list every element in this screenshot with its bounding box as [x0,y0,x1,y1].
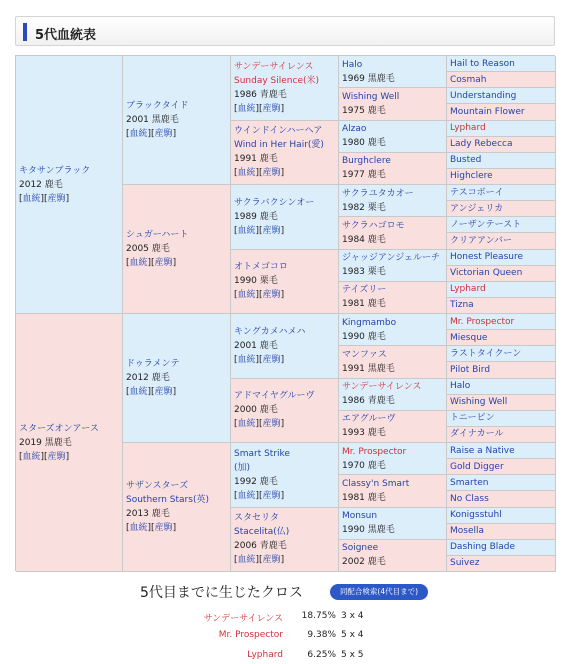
horse-name-link[interactable]: Cosmah [450,74,487,85]
link-bracket-sep: ][ [255,290,263,301]
horse-name-link[interactable]: サンデーサイレンス [342,382,422,393]
link-bracket-close: ] [280,103,285,114]
horse-cell-gen4 [339,56,447,88]
cross-generations: 3 x 4 [341,611,364,621]
link-bracket-sep: ][ [255,103,263,114]
horse-name-link[interactable]: Victorian Queen [450,268,523,279]
horse-cell-gen2 [123,56,231,185]
horse-birth-color: 2005 鹿毛 [126,244,170,254]
pedigree-link[interactable]: 血統 [237,490,256,501]
link-bracket-close: ] [280,290,285,301]
link-bracket-close: ] [280,419,285,430]
horse-name-link[interactable]: スターズオンアース [19,423,99,434]
link-bracket-open: [ [19,193,23,204]
link-bracket-close: ] [280,168,285,179]
horse-cell-gen5 [447,153,556,169]
horse-birth-color: 2002 鹿毛 [342,557,386,568]
pedigree-link[interactable]: 血統 [237,225,256,236]
pedigree-link[interactable]: 血統 [237,419,256,430]
pedigree-link[interactable]: 血統 [129,129,148,139]
horse-birth-color: 1981 鹿毛 [342,299,386,310]
link-bracket-open: [ [234,103,238,114]
horse-cell-gen5 [447,395,556,411]
horse-name-foreign[interactable]: Sunday Silence(米) [234,75,319,86]
horse-cell-gen4 [339,540,447,572]
link-bracket-close: ] [172,523,177,533]
pedigree-links [234,102,335,116]
horse-cell-gen5 [447,250,556,266]
pedigree-links [234,166,335,180]
horse-cell-gen4 [339,121,447,153]
horse-cell-gen5 [447,362,556,378]
horse-name-link[interactable]: スタセリタ [234,513,280,524]
pedigree-links [19,450,119,464]
progeny-link[interactable]: 産駒 [47,193,66,204]
progeny-link[interactable]: 産駒 [154,129,173,139]
horse-birth-color: 1983 栗毛 [342,267,386,278]
horse-birth-color: 1993 鹿毛 [342,428,386,439]
horse-birth-color: 2006 青鹿毛 [234,541,287,552]
horse-name-link[interactable]: サンデーサイレンス [234,61,314,72]
horse-birth-color: 2001 鹿毛 [234,340,278,351]
horse-name-link[interactable]: サクラハゴロモ [342,220,405,231]
horse-name-link[interactable]: No Class [450,493,489,504]
link-bracket-sep: ][ [255,555,263,566]
horse-name-link[interactable]: Mr. Prospector [342,446,407,457]
progeny-link[interactable]: 産駒 [262,103,281,114]
horse-name-link[interactable]: Lady Rebecca [450,139,513,150]
horse-name-foreign[interactable]: Southern Stars(英) [126,495,209,505]
pedigree-links [234,553,335,567]
horse-cell-gen5 [447,475,556,491]
header-accent-bar [23,23,27,41]
link-bracket-sep: ][ [255,168,263,179]
link-bracket-open: [ [234,419,238,430]
horse-cell-gen5 [447,508,556,524]
link-bracket-sep: ][ [147,387,155,397]
horse-name-link[interactable]: サクラユタカオー [342,188,414,199]
horse-name-link[interactable]: Busted [450,155,482,166]
horse-cell-gen5 [447,233,556,249]
horse-cell-gen3 [231,314,339,379]
horse-cell-gen2 [123,443,231,572]
horse-cell-gen5 [447,56,556,72]
horse-cell-gen5 [447,185,556,201]
horse-cell-gen1 [16,56,123,314]
horse-birth-color: 1991 鹿毛 [234,154,278,165]
horse-birth-color: 1975 鹿毛 [342,105,386,116]
horse-birth-color: 1990 黒鹿毛 [342,525,395,536]
horse-name-link[interactable]: Gold Digger [450,461,504,472]
horse-name-link[interactable]: アンジェリカ [450,203,504,214]
link-bracket-open: [ [234,354,238,365]
horse-cell-gen5 [447,298,556,314]
progeny-link[interactable]: 産駒 [262,290,281,301]
horse-cell-gen5 [447,346,556,362]
pedigree-link[interactable]: 血統 [129,258,148,268]
horse-birth-color: 1992 鹿毛 [234,476,278,487]
pedigree-link[interactable]: 血統 [22,451,41,462]
cross-row [0,611,569,625]
horse-name-link[interactable]: サクラバクシンオー [234,197,315,208]
horse-cell-gen5 [447,379,556,395]
link-bracket-sep: ][ [255,490,263,501]
cross-row [0,630,569,644]
cross-generations: 5 x 4 [341,630,364,640]
horse-name-link[interactable]: テイズリー [342,285,387,296]
cross-percentage: 6.25% [307,650,336,660]
pedigree-link[interactable]: 血統 [237,354,256,365]
horse-name-link[interactable]: オトメゴコロ [234,262,288,273]
horse-name-link[interactable]: Mountain Flower [450,106,525,117]
horse-cell-gen3 [231,508,339,573]
horse-name-link[interactable]: Highclere [450,171,493,182]
horse-birth-color: 1989 鹿毛 [234,211,278,222]
link-bracket-sep: ][ [147,258,155,268]
section-title: 5代血統表 [35,28,97,43]
horse-name-link[interactable]: Smarten [450,477,489,488]
horse-cell-gen5 [447,411,556,427]
link-bracket-open: [ [126,258,130,268]
horse-name-link[interactable]: Monsun [342,511,378,522]
horse-birth-color: 1986 青鹿毛 [234,89,287,100]
horse-cell-gen4 [339,411,447,443]
pedigree-link[interactable]: 血統 [237,168,256,179]
horse-name-link[interactable]: Hail to Reason [450,58,515,69]
horse-name-link[interactable]: Dashing Blade [450,542,516,553]
horse-birth-color: 1986 青鹿毛 [342,396,395,407]
horse-cell-gen5 [447,104,556,120]
horse-name-link[interactable]: ブラックタイド [126,101,189,111]
progeny-link[interactable]: 産駒 [262,555,281,566]
link-bracket-close: ] [280,490,285,501]
horse-cell-gen5 [447,330,556,346]
horse-birth-color: 1970 鹿毛 [342,460,386,471]
horse-name-link[interactable]: マンファス [342,349,387,360]
cross-horse-name[interactable]: Lyphard [247,650,283,660]
horse-name-link[interactable]: Honest Pleasure [450,252,524,263]
horse-birth-color: 2019 黒鹿毛 [19,437,72,448]
horse-name-link[interactable]: Suivez [450,558,480,569]
horse-birth-color: 1990 鹿毛 [342,331,386,342]
link-bracket-close: ] [280,225,285,236]
horse-name-link[interactable]: エアグルーヴ [342,414,396,425]
horse-name-link[interactable]: キタサンブラック [19,165,91,176]
pedigree-links [234,489,335,503]
horse-name-link[interactable]: Tizna [450,300,474,311]
horse-name-link[interactable]: ノーザンテースト [450,219,522,230]
cross-horse-name[interactable]: サンデーサイレンス [203,614,283,624]
link-bracket-open: [ [126,129,130,139]
horse-cell-gen4 [339,314,447,346]
horse-birth-color: 2001 黒鹿毛 [126,115,179,125]
horse-birth-color: 1990 栗毛 [234,276,278,287]
horse-name-link[interactable]: Wishing Well [450,397,508,408]
link-bracket-open: [ [126,523,130,533]
link-bracket-close: ] [280,354,285,365]
same-mating-search-button[interactable]: 同配合検索(4代目まで) [330,584,428,600]
horse-cell-gen5 [447,282,556,298]
horse-cell-gen5 [447,556,556,572]
horse-cell-gen5 [447,524,556,540]
horse-cell-gen3 [231,250,339,315]
horse-name-link[interactable]: Halo [450,381,471,392]
horse-name-link[interactable]: Konigsstuhl [450,510,502,521]
horse-name-link[interactable]: Understanding [450,90,517,101]
horse-cell-gen2 [123,314,231,443]
link-bracket-sep: ][ [255,419,263,430]
progeny-link[interactable]: 産駒 [262,490,281,501]
progeny-link[interactable]: 産駒 [154,523,173,533]
horse-cell-gen5 [447,217,556,233]
pedigree-links [126,385,227,399]
horse-cell-gen5 [447,137,556,153]
horse-cell-gen4 [339,346,447,378]
link-bracket-sep: ][ [255,354,263,365]
link-bracket-open: [ [234,290,238,301]
horse-cell-gen4 [339,153,447,185]
horse-name-link[interactable]: Halo [342,59,363,70]
horse-birth-color: 2012 鹿毛 [19,179,63,190]
horse-cell-gen4 [339,443,447,475]
horse-cell-gen5 [447,169,556,185]
link-bracket-close: ] [172,129,177,139]
horse-name-link[interactable]: シュガーハート [126,230,189,240]
link-bracket-close: ] [280,555,285,566]
progeny-link[interactable]: 産駒 [154,258,173,268]
horse-cell-gen3 [231,379,339,444]
horse-name-link[interactable]: Smart Strike [234,448,290,459]
progeny-link[interactable]: 産駒 [262,225,281,236]
horse-birth-color: 1982 栗毛 [342,202,386,213]
pedigree-links [234,288,335,302]
horse-name-link[interactable]: Lyphard [450,123,486,134]
horse-name-link[interactable]: Burghclere [342,156,391,167]
pedigree-link[interactable]: 血統 [237,290,256,301]
progeny-link[interactable]: 産駒 [47,451,66,462]
link-bracket-close: ] [172,387,177,397]
horse-name-link[interactable]: キングカメハメハ [234,326,306,337]
cross-horse-name[interactable]: Mr. Prospector [218,630,283,640]
cross-percentage: 18.75% [301,611,336,621]
cross-generations: 5 x 5 [341,650,364,660]
horse-birth-color: 1991 黒鹿毛 [342,363,395,374]
horse-name-link[interactable]: Raise a Native [450,445,515,456]
horse-name-link[interactable]: ダイナカール [450,429,504,440]
horse-cell-gen4 [339,475,447,507]
horse-cell-gen5 [447,314,556,330]
horse-cell-gen5 [447,443,556,459]
horse-name-link[interactable]: Miesque [450,332,488,343]
horse-name-link[interactable]: Mr. Prospector [450,316,515,327]
horse-name-foreign[interactable]: (加) [234,462,251,473]
horse-cell-gen1 [16,314,123,572]
section-header [15,16,555,46]
link-bracket-sep: ][ [40,193,48,204]
horse-name-link[interactable]: ラストタイクーン [450,348,522,359]
horse-cell-gen4 [339,217,447,249]
pedigree-table [15,55,555,571]
progeny-link[interactable]: 産駒 [262,168,281,179]
pedigree-links [234,224,335,238]
pedigree-link[interactable]: 血統 [129,523,148,533]
horse-name-link[interactable]: テスコボーイ [450,187,504,198]
horse-name-link[interactable]: Mosella [450,526,485,537]
pedigree-link[interactable]: 血統 [22,193,41,204]
horse-name-foreign[interactable]: Wind in Her Hair(愛) [234,140,324,151]
link-bracket-sep: ][ [255,225,263,236]
horse-cell-gen3 [231,121,339,186]
horse-birth-color: 2000 鹿毛 [234,405,278,416]
horse-cell-gen5 [447,201,556,217]
horse-cell-gen5 [447,540,556,556]
link-bracket-open: [ [234,555,238,566]
link-bracket-close: ] [65,193,70,204]
horse-birth-color: 2012 鹿毛 [126,373,170,383]
pedigree-links [234,353,335,367]
horse-birth-color: 1977 鹿毛 [342,170,386,181]
link-bracket-open: [ [234,490,238,501]
pedigree-link[interactable]: 血統 [129,387,148,397]
horse-birth-color: 1984 鹿毛 [342,234,386,245]
horse-name-link[interactable]: Pilot Bird [450,364,491,375]
pedigree-links [126,127,227,141]
horse-birth-color: 1981 鹿毛 [342,492,386,503]
horse-name-link[interactable]: サザンスターズ [126,481,189,491]
horse-name-link[interactable]: ウインドインハーヘア [234,126,323,137]
cross-row [0,650,569,664]
horse-cell-gen5 [447,459,556,475]
horse-name-link[interactable]: Classy'n Smart [342,478,410,489]
link-bracket-open: [ [234,168,238,179]
link-bracket-sep: ][ [147,523,155,533]
pedigree-link[interactable]: 血統 [237,103,256,114]
horse-cell-gen5 [447,72,556,88]
horse-name-link[interactable]: Lyphard [450,284,486,295]
horse-cell-gen5 [447,427,556,443]
progeny-link[interactable]: 産駒 [262,354,281,365]
horse-name-link[interactable]: Alzao [342,124,367,135]
horse-name-link[interactable]: Wishing Well [342,91,400,102]
progeny-link[interactable]: 産駒 [262,419,281,430]
horse-cell-gen5 [447,88,556,104]
horse-cell-gen5 [447,491,556,507]
link-bracket-open: [ [19,451,23,462]
horse-cell-gen4 [339,282,447,314]
cross-title: 5代目までに生じたクロス [140,585,303,601]
pedigree-links [126,256,227,270]
link-bracket-open: [ [234,225,238,236]
pedigree-link[interactable]: 血統 [237,555,256,566]
link-bracket-sep: ][ [147,129,155,139]
horse-cell-gen4 [339,508,447,540]
link-bracket-close: ] [65,451,70,462]
horse-birth-color: 1980 鹿毛 [342,138,386,149]
horse-name-link[interactable]: ジャッジアンジェルーチ [342,253,441,264]
horse-name-link[interactable]: Kingmambo [342,317,397,328]
horse-name-foreign[interactable]: Stacelita(仏) [234,527,290,538]
horse-cell-gen5 [447,266,556,282]
horse-cell-gen4 [339,250,447,282]
horse-name-link[interactable]: ドゥラメンテ [126,359,180,369]
pedigree-links [234,417,335,431]
horse-cell-gen2 [123,185,231,314]
horse-cell-gen4 [339,185,447,217]
horse-name-link[interactable]: Soignee [342,543,379,554]
horse-birth-color: 2013 鹿毛 [126,509,170,519]
horse-cell-gen3 [231,185,339,250]
horse-cell-gen3 [231,56,339,121]
pedigree-links [19,192,119,206]
cross-percentage: 9.38% [307,630,336,640]
horse-birth-color: 1969 黒鹿毛 [342,73,395,84]
horse-name-link[interactable]: クリアアンバー [450,235,513,246]
link-bracket-open: [ [126,387,130,397]
horse-cell-gen5 [447,121,556,137]
horse-cell-gen3 [231,443,339,508]
horse-cell-gen4 [339,379,447,411]
link-bracket-sep: ][ [40,451,48,462]
horse-name-link[interactable]: アドマイヤグルーヴ [234,391,315,402]
pedigree-links [126,521,227,535]
link-bracket-close: ] [172,258,177,268]
horse-name-link[interactable]: トニービン [450,413,495,424]
horse-cell-gen4 [339,88,447,120]
progeny-link[interactable]: 産駒 [154,387,173,397]
